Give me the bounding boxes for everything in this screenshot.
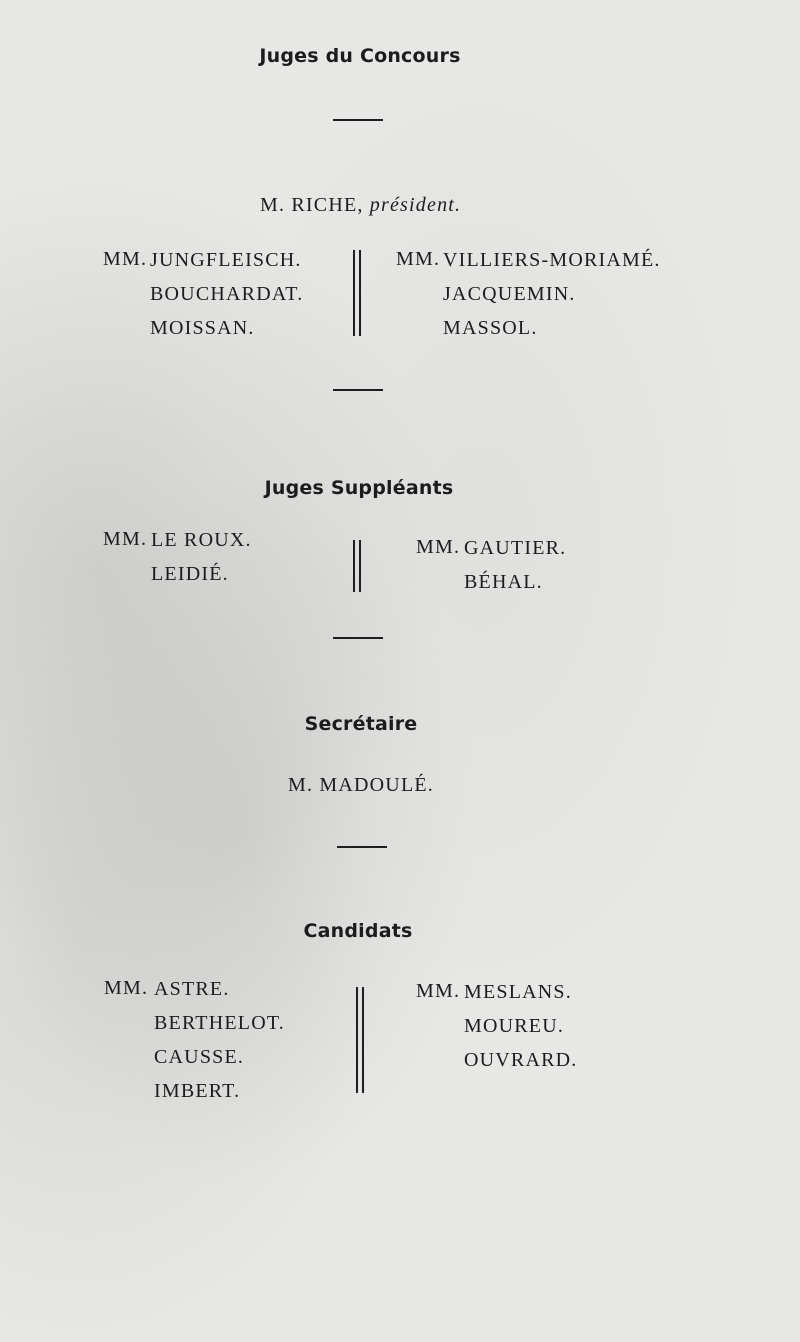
judge-name: VILLIERS-MORIAMÉ. xyxy=(443,249,661,271)
candidate-name: MESLANS. xyxy=(464,981,572,1003)
candidate-name: BERTHELOT. xyxy=(154,1012,285,1034)
section-divider xyxy=(333,119,383,121)
column-separator xyxy=(356,987,358,1093)
substitutes-left-prefix: MM. xyxy=(103,528,148,550)
candidate-name: ASTRE. xyxy=(154,978,230,1000)
substitute-name: LE ROUX. xyxy=(151,529,252,551)
judges-heading: Juges du Concours xyxy=(259,45,461,67)
section-divider xyxy=(337,846,387,848)
candidates-left-list xyxy=(154,972,285,1108)
judges-right-prefix: MM. xyxy=(396,248,441,270)
president-prefix: M. xyxy=(260,194,286,216)
column-separator xyxy=(359,250,361,336)
judges-right-list xyxy=(443,243,661,345)
candidates-left-prefix: MM. xyxy=(104,977,149,999)
candidate-name: CAUSSE. xyxy=(154,1046,245,1068)
section-divider xyxy=(333,637,383,639)
section-divider xyxy=(333,389,383,391)
column-separator xyxy=(353,250,355,336)
substitutes-heading: Juges Suppléants xyxy=(264,477,454,499)
substitute-name: GAUTIER. xyxy=(464,537,567,559)
judge-name: MASSOL. xyxy=(443,317,538,339)
column-separator xyxy=(353,540,355,592)
judges-left-prefix: MM. xyxy=(103,248,148,270)
judge-name: JACQUEMIN. xyxy=(443,283,576,305)
president-title: président. xyxy=(369,194,462,216)
column-separator xyxy=(362,987,364,1093)
president-name: RICHE, xyxy=(291,194,364,216)
candidates-heading: Candidats xyxy=(303,920,413,942)
secretary-heading: Secrétaire xyxy=(304,713,418,735)
substitute-name: BÉHAL. xyxy=(464,571,543,593)
substitutes-right-list xyxy=(464,531,566,599)
candidate-name: MOUREU. xyxy=(464,1015,565,1037)
candidate-name: OUVRARD. xyxy=(464,1049,578,1071)
secretary-name: M. MADOULÉ. xyxy=(288,774,434,796)
judge-name: MOISSAN. xyxy=(150,317,255,339)
substitutes-right-prefix: MM. xyxy=(416,536,461,558)
substitute-name: LEIDIÉ. xyxy=(151,563,229,585)
judges-left-list xyxy=(150,243,303,345)
candidates-right-prefix: MM. xyxy=(416,980,461,1002)
judge-name: BOUCHARDAT. xyxy=(150,283,304,305)
substitutes-left-list xyxy=(151,523,252,591)
column-separator xyxy=(359,540,361,592)
candidates-right-list xyxy=(464,975,578,1077)
president-line xyxy=(260,194,461,217)
judge-name: JUNGFLEISCH. xyxy=(150,249,302,271)
candidate-name: IMBERT. xyxy=(154,1080,241,1102)
